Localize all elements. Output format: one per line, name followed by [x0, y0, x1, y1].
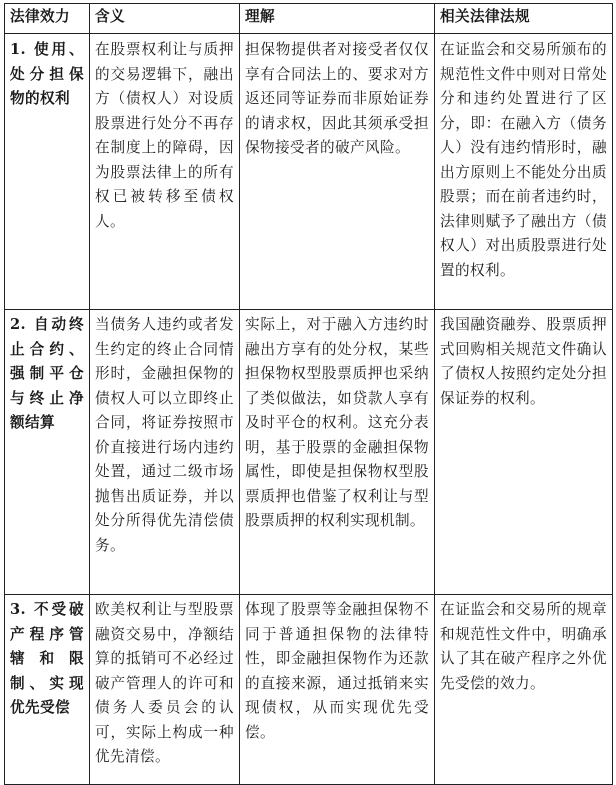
row-meaning: 在股票权利让与质押的交易逻辑下，融出方（债权人）对设质股票进行处分不再存在制度上的障碍，因为股票法律上的所有权已被转移至债权人。: [90, 34, 240, 310]
header-understanding: 理解: [240, 4, 435, 34]
header-regulation: 相关法律法规: [435, 4, 613, 34]
row-meaning: 当债务人违约或者发生约定的终止合同情形时，金融担保物的债权人可以立即终止合同，将证券按照市价直接进行场内违约处置，通过二级市场抛售出质证券，并以处分所得优先清偿债务。: [90, 310, 240, 595]
row-regulation: 在证监会和交易所的规章和规范性文件中，明确承认了其在破产程序之外优先受偿的效力。: [435, 595, 613, 785]
table-row: [5, 310, 613, 595]
legal-effect-table: [4, 3, 613, 785]
row-legal-effect: 3. 不受破产程序管辖和限制、实现优先受偿: [5, 595, 90, 785]
row-regulation: 在证监会和交易所颁布的规范性文件中则对日常处分和违约处置进行了区分，即：在融入方（债务人）没有违约情形时，融出方原则上不能处分出质股票；而在前者违约时，法律则赋予了融出方（债权人）对出质股票进行处置的权利。: [435, 34, 613, 310]
row-understanding: 实际上，对于融入方违约时融出方享有的处分权，某些担保物权型股票质押也采纳了类似做法，如贷款人享有及时平仓的权利。这充分表明，基于股票的金融担保物属性，即使是担保物权型股票质押也借鉴了权利让与型股票质押的权利实现机制。: [240, 310, 435, 595]
table-row: [5, 34, 613, 310]
header-legal-effect: 法律效力: [5, 4, 90, 34]
table-row: [5, 595, 613, 785]
header-meaning: 含义: [90, 4, 240, 34]
row-understanding: 担保物提供者对接受者仅仅享有合同法上的、要求对方返还同等证券而非原始证券的请求权，因此其须承受担保物接受者的破产风险。: [240, 34, 435, 310]
row-understanding: 体现了股票等金融担保物不同于普通担保物的法律特性，即金融担保物作为还款的直接来源，通过抵销来实现债权，从而实现优先受偿。: [240, 595, 435, 785]
row-regulation: 我国融资融券、股票质押式回购相关规范文件确认了债权人按照约定处分担保证券的权利。: [435, 310, 613, 595]
row-legal-effect: 2. 自动终止合约、强制平仓与终止净额结算: [5, 310, 90, 595]
header-row: [5, 4, 613, 34]
row-meaning: 欧美权利让与型股票融资交易中，净额结算的抵销可不必经过破产管理人的许可和债务人委员会的认可，实际上构成一种优先清偿。: [90, 595, 240, 785]
row-legal-effect: 1. 使用、处分担保物的权利: [5, 34, 90, 310]
